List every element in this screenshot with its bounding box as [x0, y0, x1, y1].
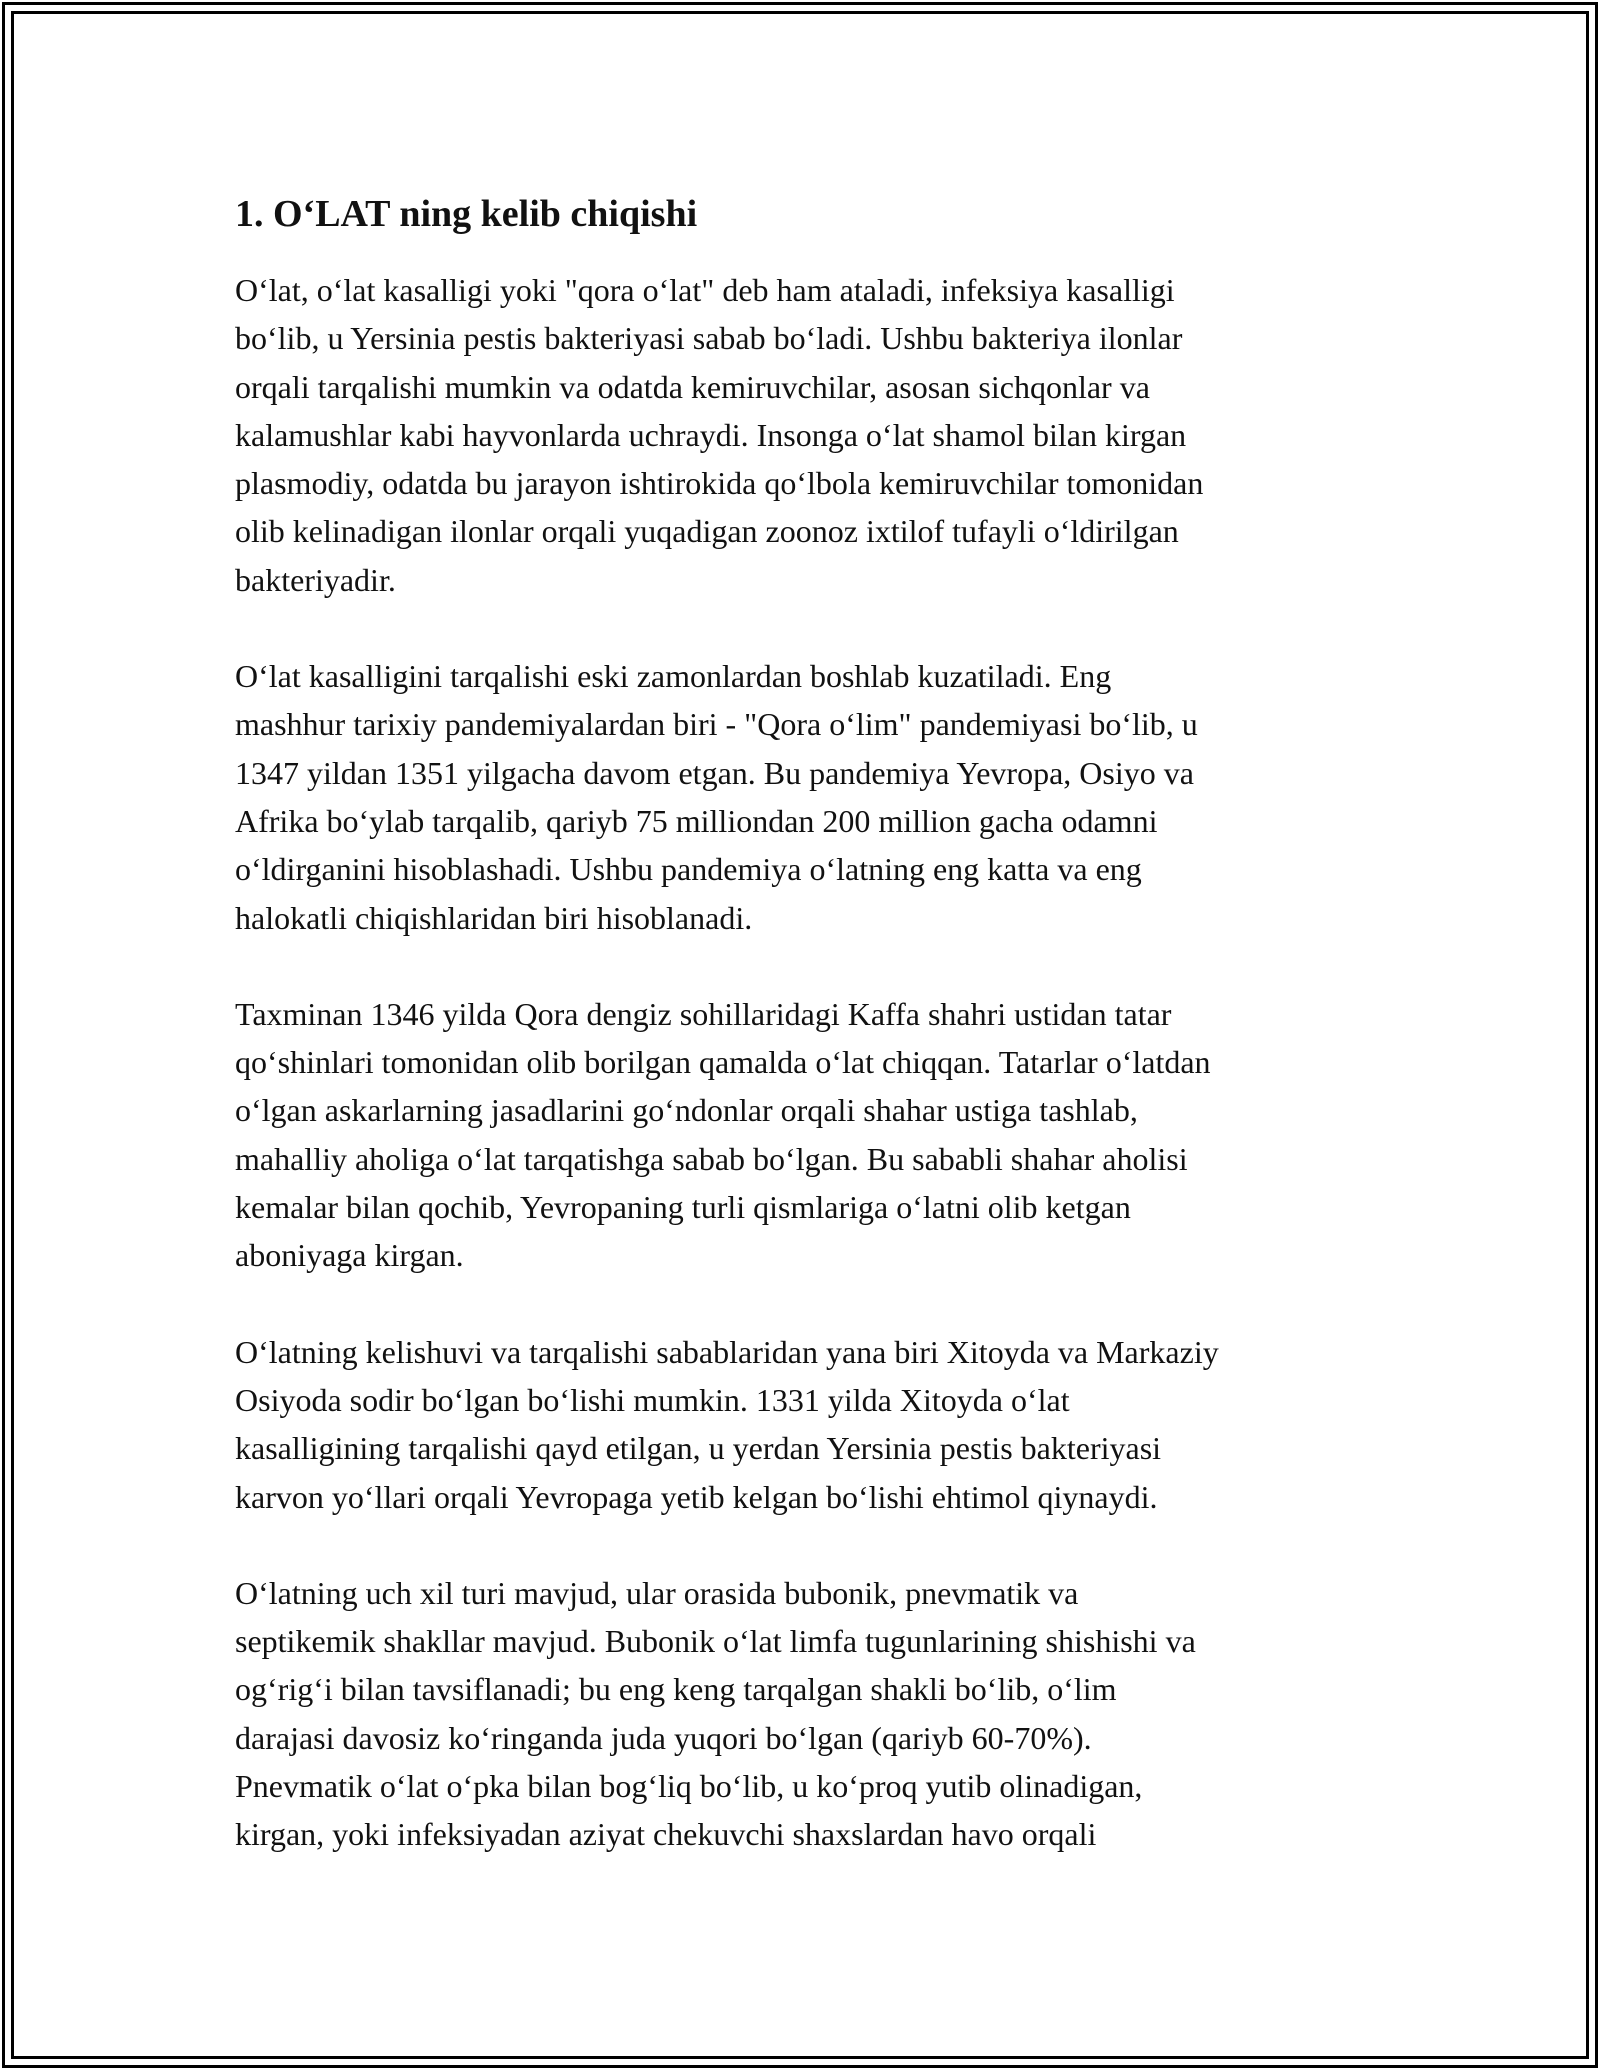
- paragraph-3: Taxminan 1346 yilda Qora dengiz sohillaridagi Kaffa shahri ustidan tatar qo‘shinlari tomonidan olib borilgan qamalda o‘lat chiqqan. Tatarlar o‘latdan o‘lgan askarlarning jasadlarini go‘ndonlar orqali shahar ustiga tashlab, mahalliy aholiga o‘lat tarqatishga sabab bo‘lgan. Bu sababli shahar aholisi kemalar bilan qochib, Yevropaning turli qismlariga o‘latni olib ketgan aboniyaga kirgan.: [235, 995, 1211, 1274]
- paragraph-4: O‘latning kelishuvi va tarqalishi sabablaridan yana biri Xitoyda va Markaziy Osiyoda sodir bo‘lgan bo‘lishi mumkin. 1331 yilda Xitoyda o‘lat kasalligining tarqalishi qayd etilgan, u yerdan Yersinia pestis bakteriyasi karvon yo‘llari orqali Yevropaga yetib kelgan bo‘lishi ehtimol qiynaydi.: [235, 1333, 1219, 1515]
- paragraph-2: O‘lat kasalligini tarqalishi eski zamonlardan boshlab kuzatiladi. Eng mashhur tarixiy pandemiyalardan biri - "Qora o‘lim" pandemiyasi bo‘lib, u 1347 yildan 1351 yilgacha davom etgan. Bu pandemiya Yevropa, Osiyo va Afrika bo‘ylab tarqalib, qariyb 75 milliondan 200 million gacha odamni o‘ldirganini hisoblashadi. Ushbu pandemiya o‘latning eng katta va eng halokatli chiqishlaridan biri hisoblanadi.: [235, 658, 1198, 936]
- paragraph-1: O‘lat, o‘lat kasalligi yoki "qora o‘lat" deb ham ataladi, infeksiya kasalligi bo‘lib, u Yersinia pestis bakteriyasi sabab bo‘ladi. Ushbu bakteriya ilonlar orqali tarqalishi mumkin va odatda kemiruvchilar, asosan sichqonlar va kalamushlar kabi hayvonlarda uchraydi. Insonga o‘lat shamol bilan kirgan plasmodiy, odatda bu jarayon ishtirokida qo‘lbola kemiruvchilar tomonidan olib kelinadigan ilonlar orqali yuqadigan zoonoz ixtilof tufayli o‘ldirilgan bakteriyadir.: [235, 272, 1204, 598]
- document-body: [235, 186, 1375, 1907]
- paragraph-5: O‘latning uch xil turi mavjud, ular orasida bubonik, pnevmatik va septikemik shakllar mavjud. Bubonik o‘lat limfa tugunlarining shishishi va og‘rig‘i bilan tavsiflanadi; bu eng keng tarqalgan shakli bo‘lib, o‘lim darajasi davosiz ko‘ringanda juda yuqori bo‘lgan (qariyb 60-70%). Pnevmatik o‘lat o‘pka bilan bog‘liq bo‘lib, u ko‘proq yutib olinadigan, kirgan, yoki infeksiyadan aziyat chekuvchi shaxslardan havo orqali: [235, 1574, 1196, 1853]
- page-title: 1. O‘LAT ning kelib chiqishi: [235, 193, 698, 235]
